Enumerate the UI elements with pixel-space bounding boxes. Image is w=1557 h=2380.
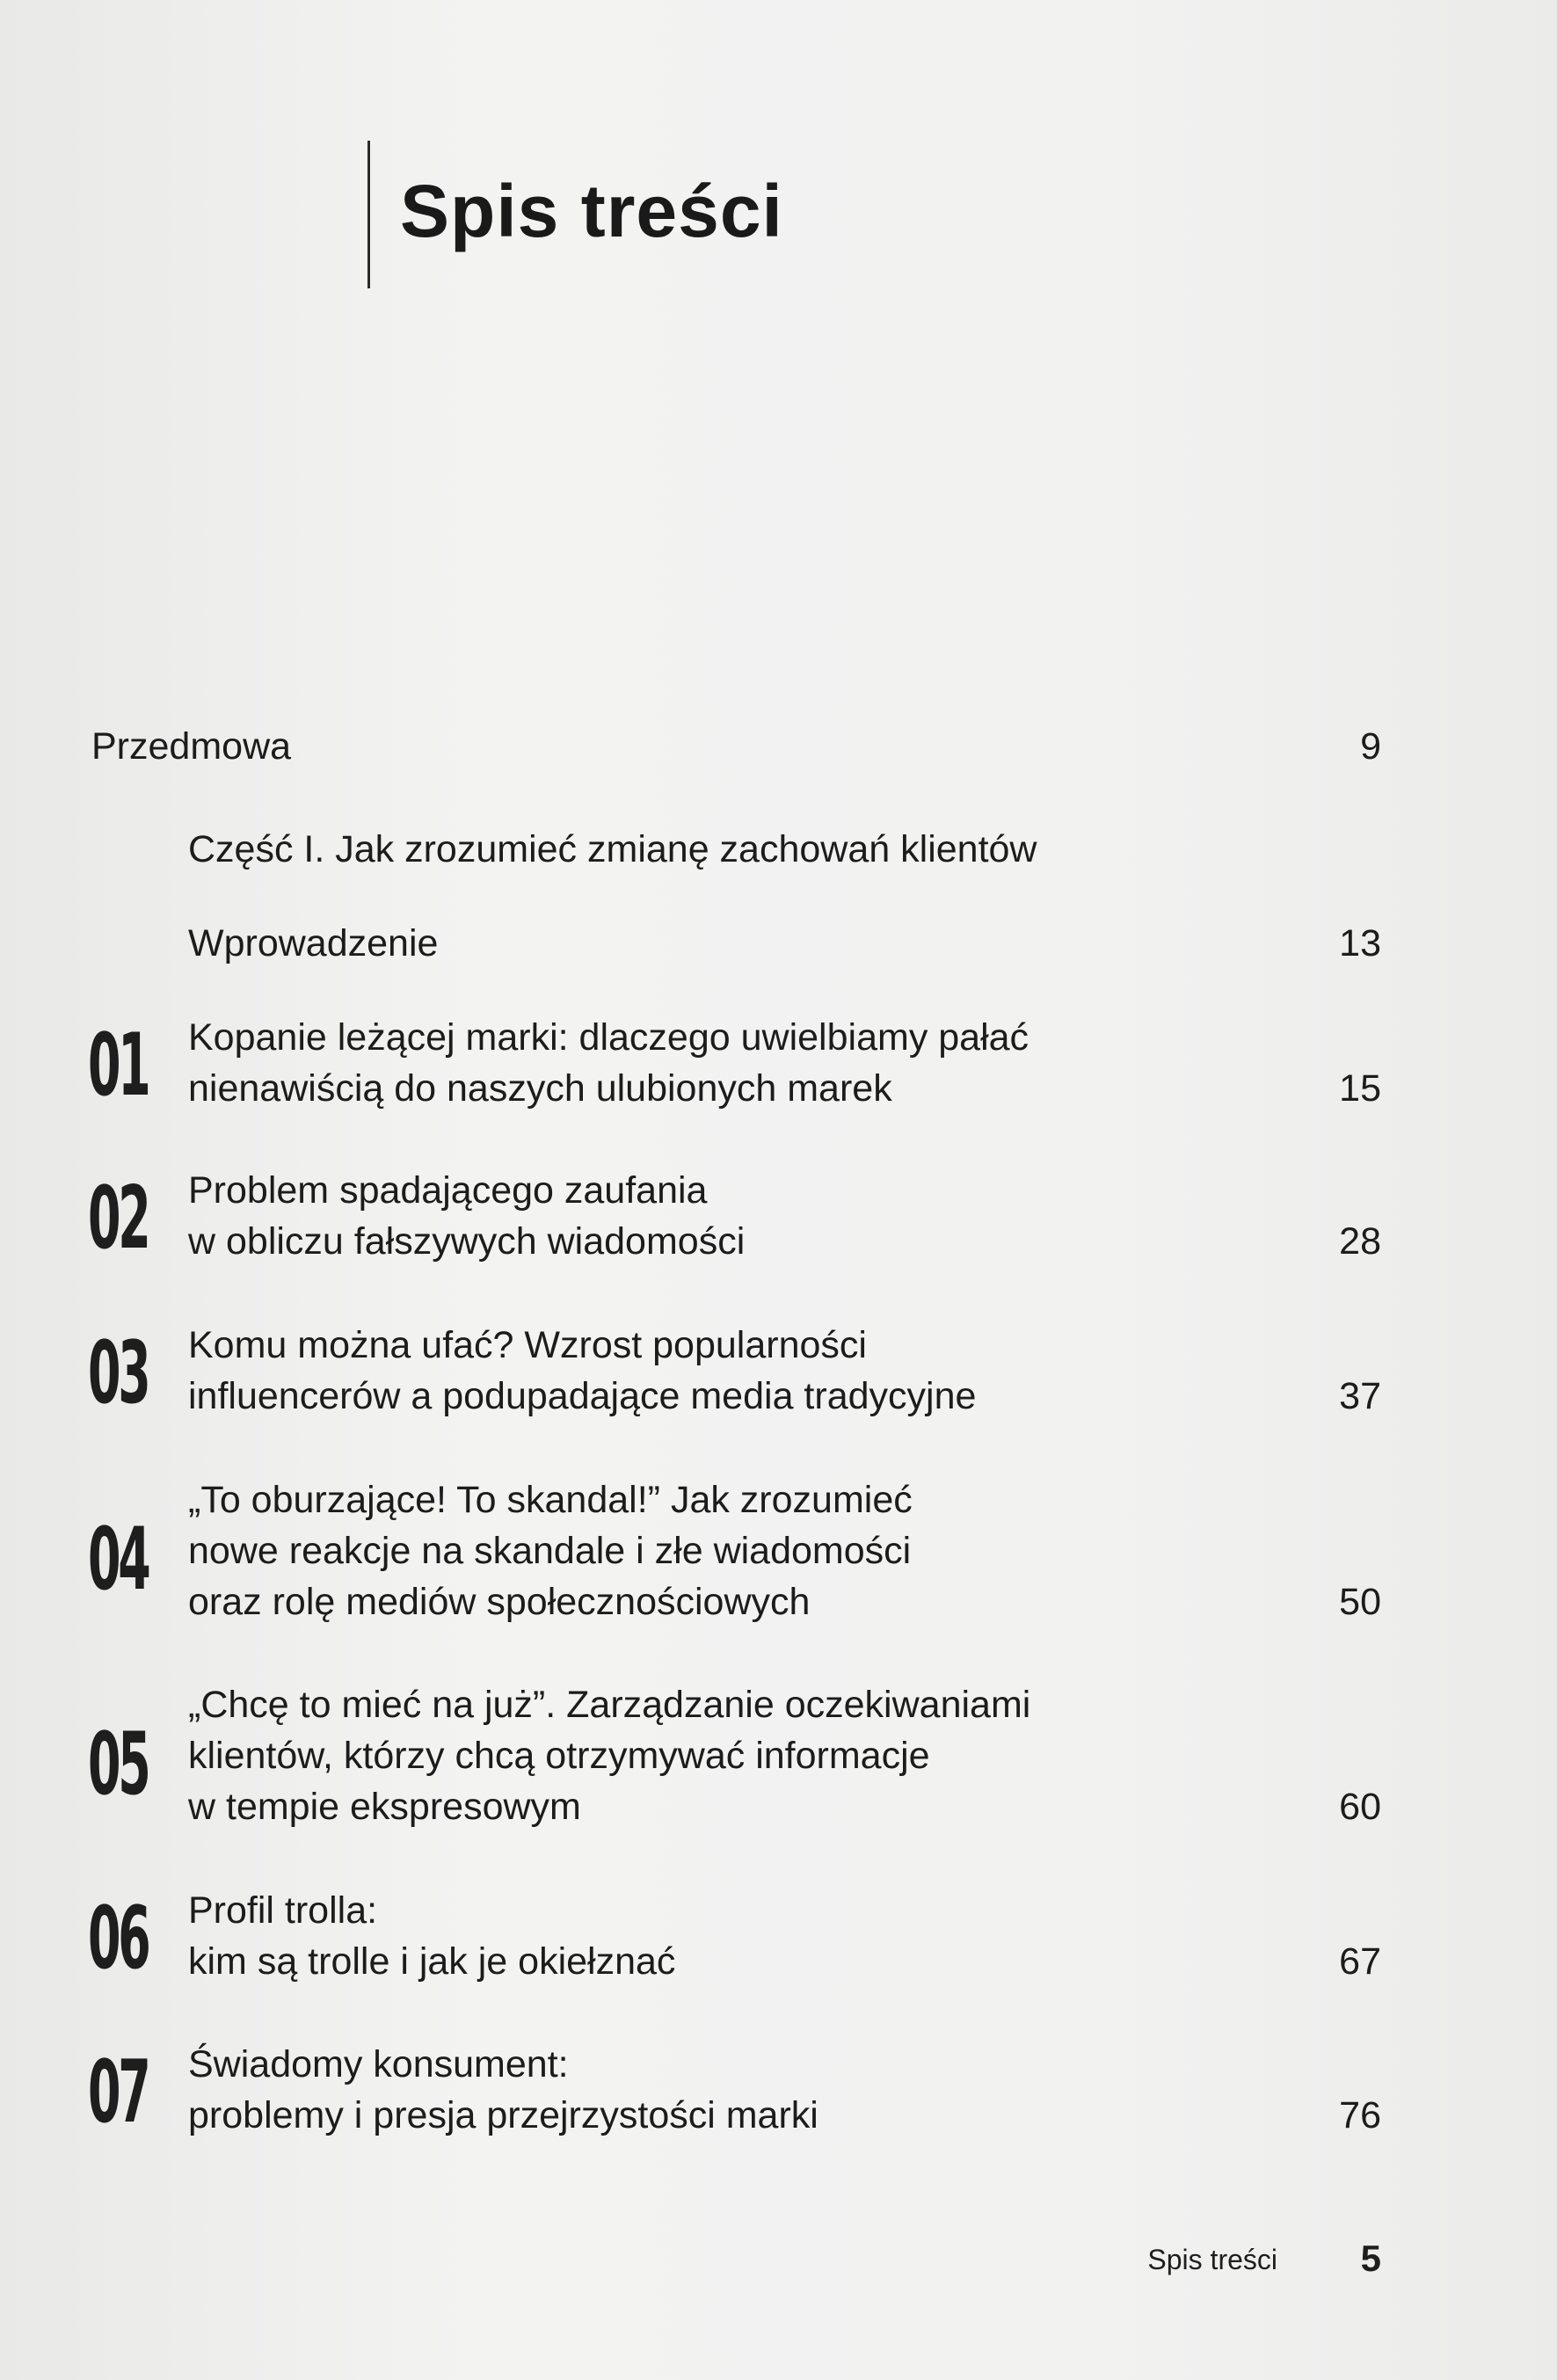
chapter-number: 04 bbox=[88, 1510, 149, 1610]
chapter-number: 03 bbox=[88, 1323, 149, 1423]
chapter-title-line: Problem spadającego zaufania bbox=[188, 1169, 708, 1212]
toc-page-number: 37 bbox=[1339, 1375, 1381, 1417]
toc-entry-label: Przedmowa bbox=[91, 725, 292, 768]
toc-page-number: 50 bbox=[1339, 1581, 1381, 1623]
toc-page-number: 60 bbox=[1339, 1786, 1381, 1828]
chapter-title-line: nowe reakcje na skandale i złe wiadomości bbox=[188, 1530, 912, 1572]
chapter-title-line: Kopanie leżącej marki: dlaczego uwielbiamy pałać bbox=[188, 1016, 1030, 1059]
chapter-number: 06 bbox=[88, 1889, 149, 1989]
toc-page-number: 13 bbox=[1339, 922, 1381, 964]
chapter-title-line: „To oburzające! To skandal!” Jak zrozumieć bbox=[188, 1479, 913, 1521]
chapter-number: 05 bbox=[88, 1714, 149, 1815]
chapter-title-line: influencerów a podupadające media tradycyjne bbox=[188, 1375, 977, 1417]
chapter-title-line: Profil trolla: bbox=[188, 1889, 378, 1932]
toc-page-number: 67 bbox=[1339, 1940, 1381, 1983]
chapter-number: 02 bbox=[88, 1168, 149, 1269]
toc-part-label: Część I. Jak zrozumieć zmianę zachowań klientów bbox=[188, 828, 1037, 870]
toc-page-number: 9 bbox=[1360, 725, 1381, 768]
chapter-title-line: w tempie ekspresowym bbox=[188, 1786, 581, 1828]
chapter-number: 07 bbox=[88, 2042, 149, 2143]
toc-page-number: 15 bbox=[1339, 1067, 1381, 1110]
page-title: Spis treści bbox=[400, 170, 783, 252]
chapter-title-line: „Chcę to mieć na już”. Zarządzanie oczekiwaniami bbox=[188, 1684, 1031, 1726]
chapter-title-line: problemy i presja przejrzystości marki bbox=[188, 2094, 819, 2136]
chapter-title-line: klientów, którzy chcą otrzymywać informacje bbox=[188, 1735, 930, 1777]
chapter-title-line: w obliczu fałszywych wiadomości bbox=[188, 1220, 746, 1263]
chapter-title-line: nienawiścią do naszych ulubionych marek bbox=[188, 1067, 892, 1110]
chapter-title-line: oraz rolę mediów społecznościowych bbox=[188, 1581, 811, 1623]
running-footer-label: Spis treści bbox=[1147, 2244, 1277, 2275]
chapter-title-line: Komu można ufać? Wzrost popularności bbox=[188, 1324, 867, 1366]
chapter-title-line: Świadomy konsument: bbox=[188, 2043, 569, 2085]
toc-page-number: 28 bbox=[1339, 1220, 1381, 1263]
chapter-number: 01 bbox=[88, 1015, 149, 1116]
chapter-title-line: kim są trolle i jak je okiełznać bbox=[188, 1940, 676, 1983]
toc-page-number: 76 bbox=[1339, 2094, 1381, 2136]
folio-page-number: 5 bbox=[1360, 2238, 1381, 2279]
title-rule bbox=[367, 141, 370, 288]
toc-entry-label: Wprowadzenie bbox=[188, 922, 439, 964]
